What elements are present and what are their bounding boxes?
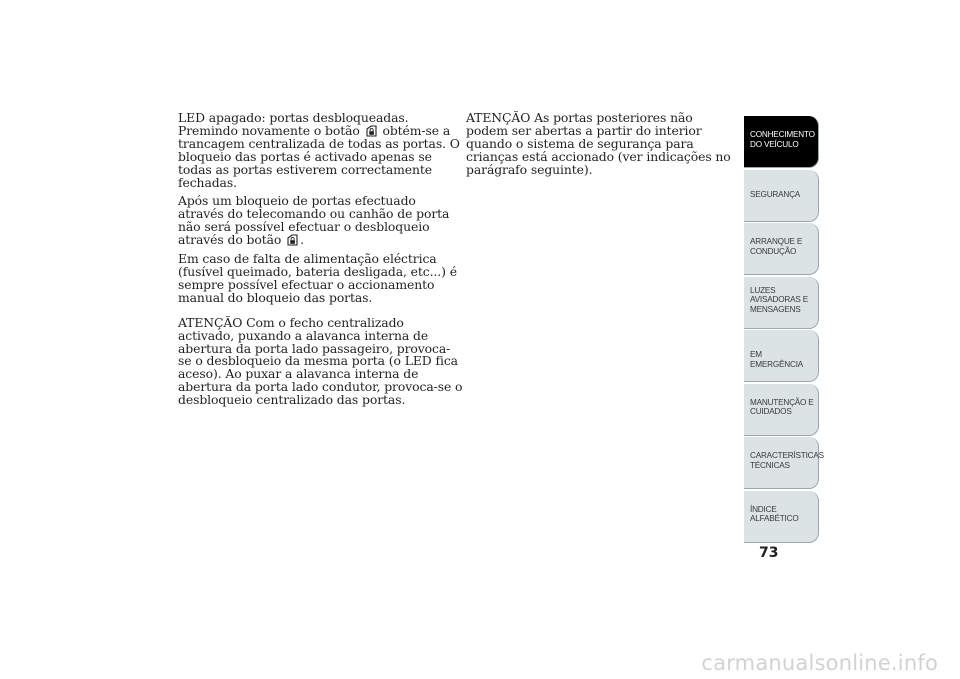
tab-label: MANUTENÇÃO E [750, 397, 814, 407]
tab-manutencao-e-cuidados[interactable] [744, 384, 819, 436]
paragraph-power-failure: Em caso de falta de alimentação eléctrica (fusível queimado, bateria desligada, etc...) é sempre possível efectuar o accionamento manual do bloqueio das portas. [178, 251, 457, 305]
tab-conhecimento-do-veiculo[interactable] [744, 116, 819, 168]
tab-luzes-avisadoras-e-mensagens[interactable] [744, 277, 819, 329]
chapter-tabs [744, 116, 824, 544]
watermark: carmanualsonline.info [701, 651, 938, 675]
right-text-column [466, 112, 736, 183]
tab-em-emergencia[interactable] [744, 330, 819, 382]
tab-label: AVISADORAS E [750, 295, 808, 304]
tab-label: CONDUÇÃO [750, 246, 797, 256]
left-text-column [178, 112, 463, 413]
tab-arranque-e-conducao[interactable] [744, 223, 819, 275]
tab-label: CARACTERÍSTICAS [750, 451, 824, 460]
paragraph-text: . [300, 232, 304, 248]
tab-label: DO VEÍCULO [750, 139, 799, 149]
paragraph-warning-central-lock: ATENÇÃO Com o fecho centralizado activado, puxando a alavanca interna de abertura da porta lado passageiro, provoca-se o desbloqueio da mesma porta (o LED fica aceso). Ao puxar a alavanca interna de abertura da porta lado condutor, provoca-se o desbloqueio centralizado das portas. [178, 314, 463, 408]
paragraph-remote-lock [178, 195, 463, 247]
tab-label: LUZES [750, 285, 776, 295]
tab-label: ALFABÉTICO [750, 514, 799, 523]
tab-label: CONHECIMENTO [750, 130, 815, 139]
paragraph-text: obtém-se a trancagem centralizada de todas as portas. O bloqueio das portas é activado apenas se todas as portas estiverem correctamente fechadas. [178, 122, 460, 190]
tab-label: MENSAGENS [750, 304, 801, 314]
tab-label: ARRANQUE E [750, 237, 803, 246]
tab-label: EM EMERGÊNCIA [750, 350, 804, 369]
tab-label: TÉCNICAS [750, 460, 790, 470]
tab-indice-alfabetico[interactable] [744, 491, 819, 543]
tab-label: SEGURANÇA [750, 189, 801, 199]
tab-seguranca[interactable] [744, 170, 819, 222]
paragraph-warning-child-safety: ATENÇÃO As portas posteriores não podem ser abertas a partir do interior quando o sistema de segurança para crianças está accionado (ver indicações no parágrafo seguinte). [466, 110, 731, 177]
tab-label: CUIDADOS [750, 407, 792, 416]
page-number: 73 [759, 545, 779, 561]
paragraph-text: Após um bloqueio de portas efectuado através do telecomando ou canhão de porta não será possível efectuar o desbloqueio através do botão [178, 193, 450, 248]
door-lock-icon [287, 234, 298, 246]
tab-label: ÍNDICE [750, 504, 777, 514]
paragraph-led-off [178, 112, 463, 189]
tab-caracteristicas-tecnicas[interactable] [744, 437, 824, 489]
paragraph-text: LED apagado: portas desbloqueadas. Premindo novamente o botão [178, 110, 409, 138]
